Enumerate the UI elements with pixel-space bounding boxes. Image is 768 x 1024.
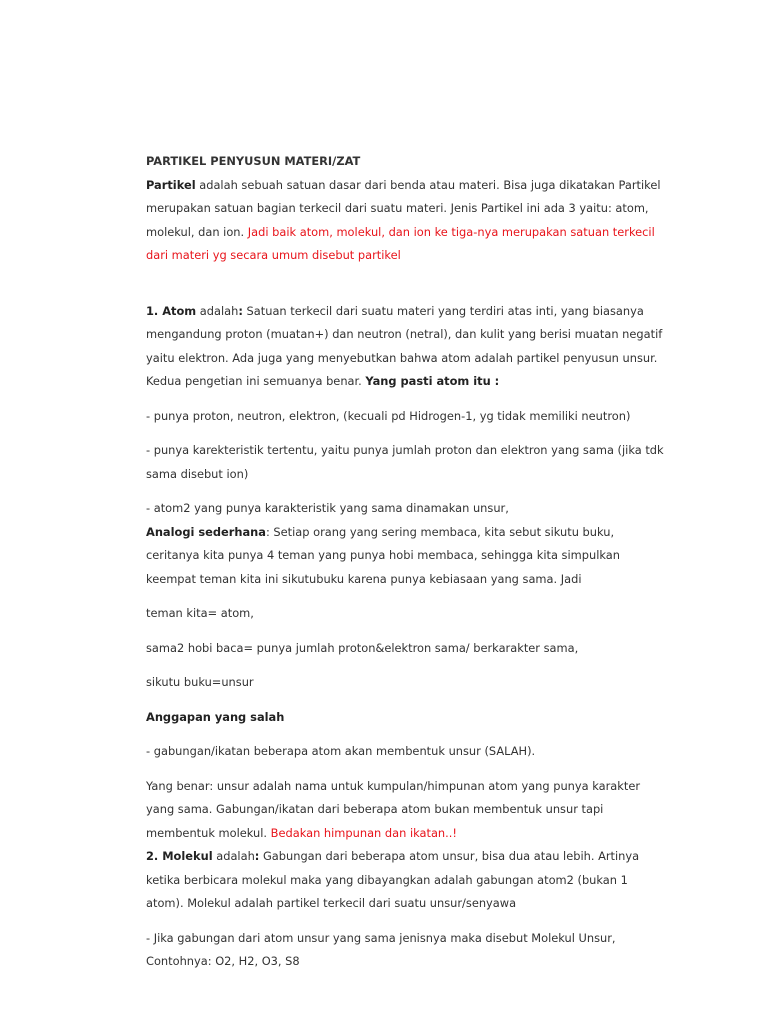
list-item: - punya proton, neutron, elektron, (kecuali pd Hidrogen-1, yg tidak memiliki neutron)	[146, 408, 631, 423]
list-item: - atom2 yang punya karakteristik yang sama dinamakan unsur,	[146, 501, 509, 515]
anggapan-item: - gabungan/ikatan beberapa atom akan membentuk unsur (SALAH).	[146, 744, 536, 758]
analogy-line: sama2 hobi baca= punya jumlah proton&elektron sama/ berkarakter sama,	[146, 640, 579, 655]
page-title: PARTIKEL PENYUSUN MATERI/ZAT	[146, 154, 361, 168]
atom-text: Satuan terkecil dari suatu materi yang terdiri atas inti, yang biasanya mengandung proton (muatan+) dan neutron (netral), dan kulit yang berisi muatan negatif yaitu elektron. Ada juga yang menyebutkan bahwa atom adalah partikel penyusun unsur. Kedua pengetian ini semuanya benar.	[146, 303, 663, 388]
term-partikel: Partikel	[146, 177, 196, 192]
analogy-line: sikutu buku=unsur	[146, 675, 254, 689]
partikel-text: adalah sebuah satuan dasar dari benda atau materi. Bisa juga dikatakan Partikel merupakan satuan bagian terkecil dari suatu materi. Jenis Partikel ini ada 3 yaitu: atom, molekul, dan ion.	[146, 177, 661, 239]
document-body	[146, 150, 666, 974]
atom-bold-end: Yang pasti atom itu :	[365, 374, 500, 388]
atom-adalah: adalah	[196, 303, 239, 318]
heading-atom: 1. Atom	[146, 303, 197, 318]
heading-molekul: 2. Molekul	[146, 849, 213, 863]
paragraph-atom	[146, 300, 666, 394]
molekul-adalah: adalah	[212, 849, 255, 863]
term-analogi: Analogi sederhana	[146, 524, 266, 539]
anggapan-title: Anggapan yang salah	[146, 709, 285, 724]
molekul-text: Gabungan dari beberapa atom unsur, bisa dua atau lebih. Artinya ketika berbicara molekul maka yang dibayangkan adalah gabungan atom2 (bukan 1 atom). Molekul adalah partikel terkecil dari suatu unsur/senyawa	[146, 849, 640, 910]
benar-text: Yang benar: unsur adalah nama untuk kumpulan/himpunan atom yang punya karakter yang sama. Gabungan/ikatan dari beberapa atom bukan membentuk unsur tapi membentuk molekul.	[146, 778, 641, 840]
benar-highlight: Bedakan himpunan dan ikatan..!	[270, 825, 457, 840]
analogy-line: teman kita= atom,	[146, 606, 254, 620]
list-item: - punya karekteristik tertentu, yaitu punya jumlah proton dan elektron yang sama (jika tdk sama disebut ion)	[146, 443, 664, 481]
molekul-item: - Jika gabungan dari atom unsur yang sama jenisnya maka disebut Molekul Unsur, Contohnya: O2, H2, O3, S8	[146, 930, 616, 968]
paragraph-partikel	[146, 174, 666, 268]
molekul-colon: :	[254, 849, 260, 863]
paragraph-molekul	[146, 845, 666, 916]
atom-colon: :	[238, 303, 243, 318]
paragraph-benar	[146, 775, 666, 846]
analogi-text: : Setiap orang yang sering membaca, kita sebut sikutu buku, ceritanya kita punya 4 teman yang punya hobi membaca, sehingga kita simpulkan keempat teman kita ini sikutubuku karena punya kebiasaan yang sama. Jadi	[146, 524, 620, 586]
partikel-highlight: Jadi baik atom, molekul, dan ion ke tiga-nya merupakan satuan terkecil dari materi yg secara umum disebut partikel	[146, 224, 655, 262]
paragraph-analogi	[146, 521, 666, 592]
heading-anggapan	[146, 706, 666, 730]
